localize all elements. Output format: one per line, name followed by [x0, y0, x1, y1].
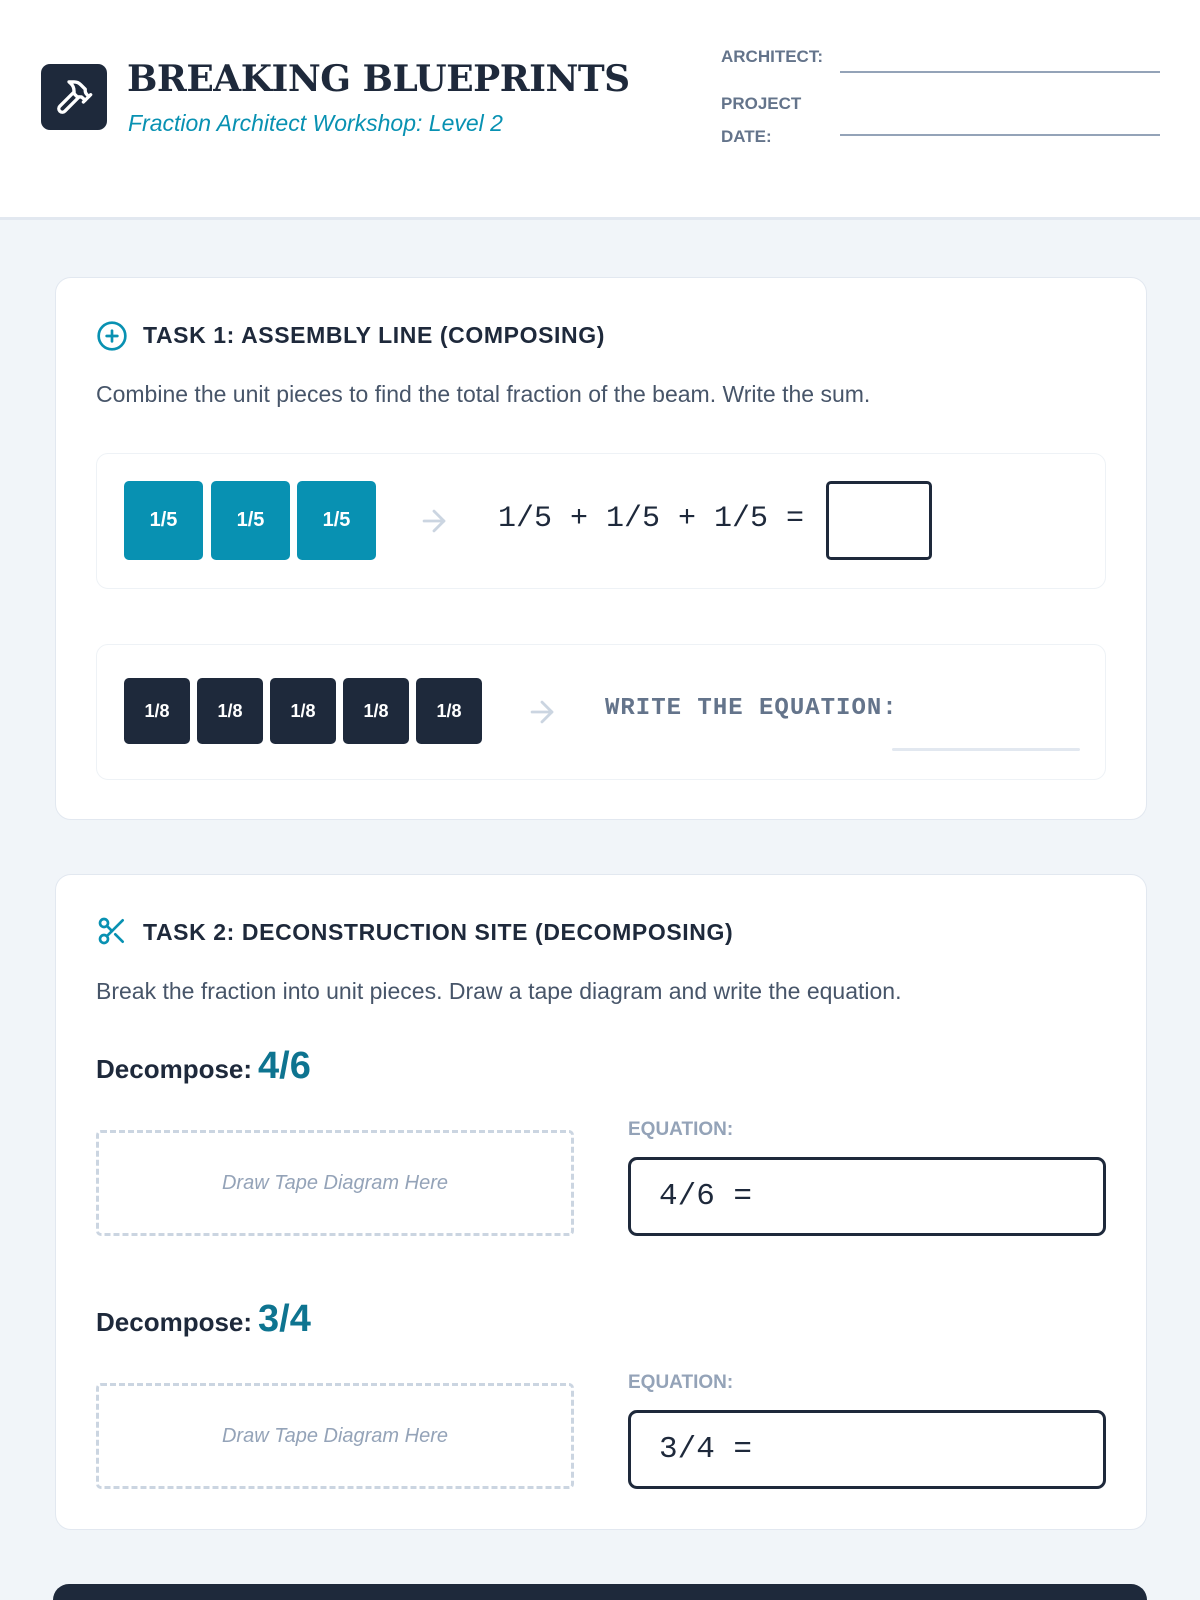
task2-description: Break the fraction into unit pieces. Draw a tape diagram and write the equation. [96, 978, 902, 1004]
equation-answer-line[interactable] [892, 748, 1080, 751]
write-equation-label: WRITE THE EQUATION: [605, 695, 898, 722]
architect-label: ARCHITECT: [721, 47, 823, 66]
sum-equation: 1/5 + 1/5 + 1/5 = [498, 502, 805, 536]
scissors-icon [96, 915, 128, 947]
equation-label: EQUATION: [628, 1372, 734, 1393]
plus-circle-icon [96, 320, 128, 352]
fraction-piece: 1/5 [124, 481, 203, 560]
page-subtitle: Fraction Architect Workshop: Level 2 [128, 110, 503, 136]
decompose-heading [96, 1298, 311, 1341]
fraction-piece: 1/5 [211, 481, 290, 560]
date-label: DATE: [721, 127, 772, 146]
tape-diagram-area[interactable] [96, 1130, 574, 1236]
project-date-field[interactable] [840, 134, 1160, 136]
equation-field[interactable] [628, 1157, 1106, 1236]
tape-diagram-area[interactable] [96, 1383, 574, 1489]
fraction-piece: 1/8 [197, 678, 263, 744]
worksheet-header [0, 0, 1200, 220]
fraction-piece: 1/8 [124, 678, 190, 744]
arrow-right-icon [417, 504, 451, 538]
fraction-piece: 1/8 [416, 678, 482, 744]
architect-field[interactable] [840, 71, 1160, 73]
hammer-icon [54, 77, 94, 117]
sum-answer-box[interactable] [826, 481, 932, 560]
equation-field[interactable] [628, 1410, 1106, 1489]
logo [41, 64, 107, 130]
task2-card [55, 874, 1147, 1530]
task1-card [55, 277, 1147, 820]
tape-diagram-placeholder: Draw Tape Diagram Here [221, 1424, 448, 1447]
project-label: PROJECT [721, 94, 802, 113]
fraction-piece: 1/8 [270, 678, 336, 744]
equation-text: 4/6 = [659, 1179, 753, 1214]
fraction-piece: 1/8 [343, 678, 409, 744]
task2-title: TASK 2: DECONSTRUCTION SITE (DECOMPOSING) [143, 919, 734, 945]
decompose-fraction: 3/4 [258, 1298, 311, 1340]
task1-description: Combine the unit pieces to find the total fraction of the beam. Write the sum. [96, 381, 871, 407]
next-section-bar [53, 1584, 1147, 1600]
equation-label: EQUATION: [628, 1119, 734, 1140]
decompose-label: Decompose: [96, 1307, 253, 1337]
decompose-fraction: 4/6 [258, 1045, 311, 1087]
tape-diagram-placeholder: Draw Tape Diagram Here [221, 1171, 448, 1194]
composing-row-eighths [96, 644, 1106, 780]
decompose-label: Decompose: [96, 1054, 253, 1084]
page-title: BREAKING BLUEPRINTS [127, 58, 630, 100]
arrow-right-icon [525, 695, 559, 729]
fraction-piece: 1/5 [297, 481, 376, 560]
composing-row-fifths [96, 453, 1106, 589]
decompose-heading [96, 1045, 311, 1088]
task1-title: TASK 1: ASSEMBLY LINE (COMPOSING) [143, 322, 605, 348]
equation-text: 3/4 = [659, 1432, 753, 1467]
